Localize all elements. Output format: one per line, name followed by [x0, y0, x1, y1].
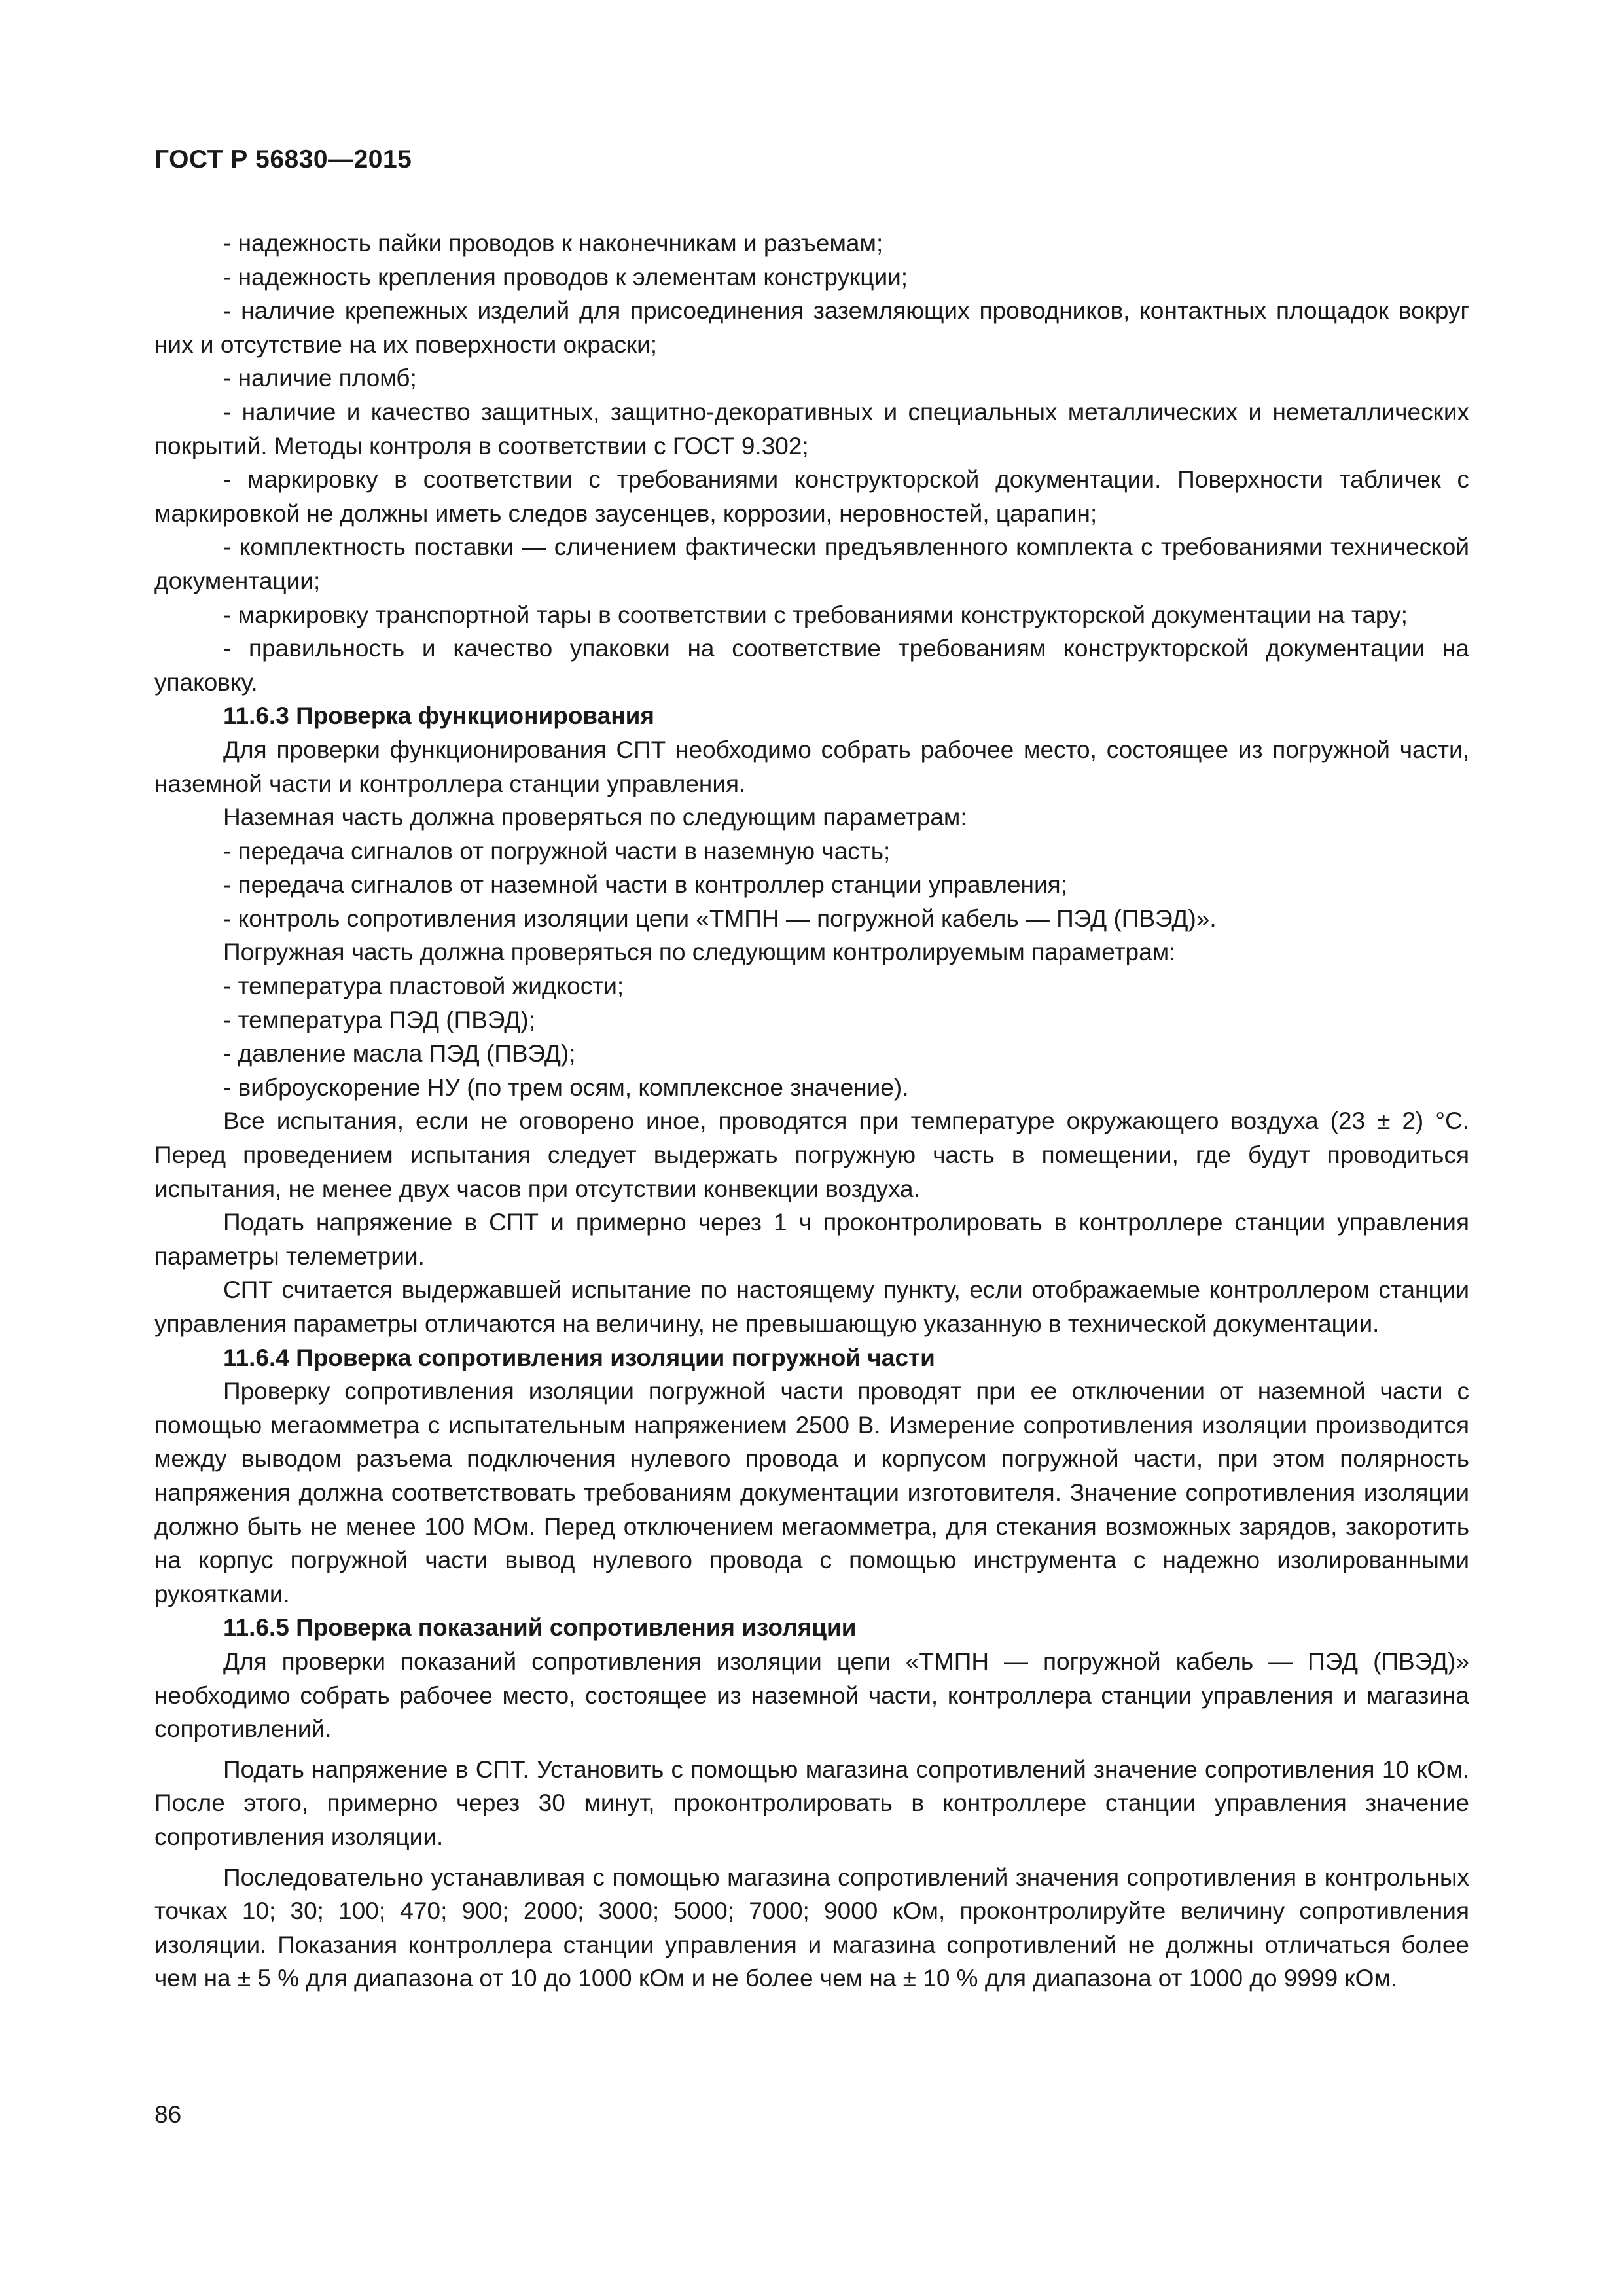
paragraph: Подать напряжение в СПТ и примерно через 1 ч проконтролировать в контроллере станции управления параметры телеметрии.: [154, 1209, 1469, 1270]
paragraph: Последовательно устанавливая с помощью магазина сопротивлений значения сопротивления в контрольных точках 10; 30; 100; 470; 900; 2000; 3000; 5000; 7000; 9000 кОм, проконтролируйте величину сопротивления изоляции. Показания контроллера станции управления и магазина сопротивлений не должны отличаться более чем на ± 5 % для диапазона от 10 до 1000 кОм и не более чем на ± 10 % для диапазона от 1000 до 9999 кОм.: [154, 1863, 1469, 1992]
section-heading-11-6-4: 11.6.4 Проверка сопротивления изоляции погружной части: [223, 1344, 935, 1371]
paragraph: Погружная часть должна проверяться по следующим контролируемым параметрам:: [223, 939, 1176, 966]
paragraph: Наземная часть должна проверяться по следующим параметрам:: [223, 804, 967, 831]
list-item: - давление масла ПЭД (ПВЭД);: [223, 1040, 576, 1067]
list-item: - наличие пломб;: [223, 365, 417, 392]
list-item: - надежность пайки проводов к наконечникам и разъемам;: [223, 230, 883, 257]
list-item: - наличие крепежных изделий для присоединения заземляющих проводников, контактных площадок вокруг них и отсутствие на их поверхности окраски;: [154, 297, 1469, 358]
document-body: [154, 226, 1469, 1996]
list-item: - наличие и качество защитных, защитно-декоративных и специальных металлических и неметаллических покрытий. Методы контроля в соответствии с ГОСТ 9.302;: [154, 398, 1469, 459]
list-item: - надежность крепления проводов к элементам конструкции;: [223, 263, 908, 291]
section-heading-11-6-3: 11.6.3 Проверка функционирования: [223, 702, 654, 730]
list-item: - температура ПЭД (ПВЭД);: [223, 1006, 535, 1033]
list-item: - контроль сопротивления изоляции цепи «ТМПН — погружной кабель — ПЭД (ПВЭД)».: [223, 905, 1217, 932]
list-item: - передача сигналов от погружной части в наземную часть;: [223, 837, 891, 865]
list-item: - комплектность поставки — сличением фактически предъявленного комплекта с требованиями технической документации;: [154, 533, 1469, 594]
paragraph: Для проверки показаний сопротивления изоляции цепи «ТМПН — погружной кабель — ПЭД (ПВЭД)» необходимо собрать рабочее место, состоящее из наземной части, контроллера станции управления и магазина сопротивлений.: [154, 1647, 1469, 1743]
document-header-title: ГОСТ Р 56830—2015: [154, 145, 412, 173]
list-item: - маркировку транспортной тары в соответствии с требованиями конструкторской документации на тару;: [223, 601, 1408, 628]
list-item: - маркировку в соответствии с требованиями конструкторской документации. Поверхности табличек с маркировкой не должны иметь следов заусенцев, коррозии, неровностей, царапин;: [154, 466, 1469, 527]
paragraph: Проверку сопротивления изоляции погружной части проводят при ее отключении от наземной части с помощью мегаомметра с испытательным напряжением 2500 В. Измерение сопротивления изоляции производится между выводом разъема подключения нулевого провода и корпусом погружной части, при этом полярность напряжения должна соответствовать требованиям документации изготовителя. Значение сопротивления изоляции должно быть не менее 100 МОм. Перед отключением мегаомметра, для стекания возможных зарядов, закоротить на корпус погружной части вывод нулевого провода с помощью инструмента с надежно изолированными рукоятками.: [154, 1378, 1469, 1607]
section-heading-11-6-5: 11.6.5 Проверка показаний сопротивления изоляции: [223, 1614, 857, 1641]
paragraph: СПТ считается выдержавшей испытание по настоящему пункту, если отображаемые контроллером станции управления параметры отличаются на величину, не превышающую указанную в технической документации.: [154, 1276, 1469, 1337]
page-number: 86: [154, 2101, 182, 2128]
paragraph: Для проверки функционирования СПТ необходимо собрать рабочее место, состоящее из погружной части, наземной части и контроллера станции управления.: [154, 736, 1469, 797]
paragraph: Подать напряжение в СПТ. Установить с помощью магазина сопротивлений значение сопротивления 10 кОм. После этого, примерно через 30 минут, проконтролировать в контроллере станции управления значение сопротивления изоляции.: [154, 1755, 1469, 1850]
list-item: - передача сигналов от наземной части в контроллер станции управления;: [223, 871, 1067, 899]
list-item: - виброускорение НУ (по трем осям, комплексное значение).: [223, 1073, 909, 1101]
paragraph: Все испытания, если не оговорено иное, проводятся при температуре окружающего воздуха (23 ± 2) °С. Перед проведением испытания следует выдержать погружную часть в помещении, где будут проводиться испытания, не менее двух часов при отсутствии конвекции воздуха.: [154, 1107, 1469, 1202]
list-item: - правильность и качество упаковки на соответствие требованиям конструкторской документации на упаковку.: [154, 635, 1469, 696]
list-item: - температура пластовой жидкости;: [223, 973, 624, 1000]
